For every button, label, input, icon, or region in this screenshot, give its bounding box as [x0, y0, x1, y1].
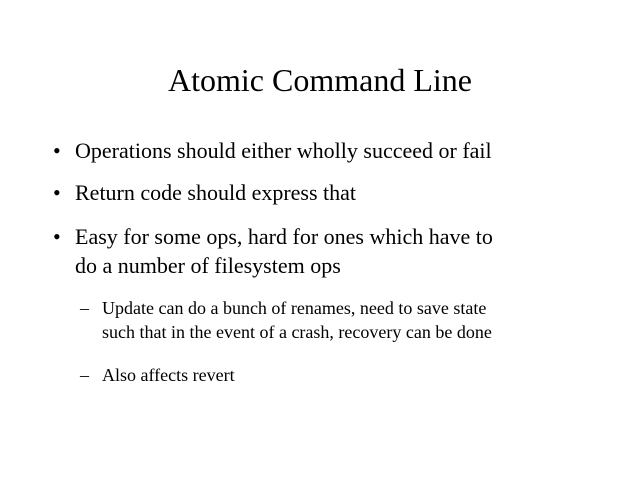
sub-bullet-text-line-1: Update can do a bunch of renames, need to save state [102, 298, 487, 318]
sub-bullet-item-update [80, 296, 622, 344]
bullet-text-line-1: Easy for some ops, hard for ones which have to [75, 224, 493, 249]
bullet-glyph: • [53, 224, 61, 249]
bullet-text: Operations should either wholly succeed or fail [75, 138, 492, 163]
sub-bullet-text: Also affects revert [102, 365, 235, 385]
sub-bullet-glyph: – [80, 298, 89, 318]
bullet-text: Return code should express that [75, 180, 357, 205]
bullet-glyph: • [53, 180, 61, 205]
bullet-item-operations [53, 136, 615, 165]
bullet-item-easy-for-some [53, 222, 615, 280]
sub-bullet-item-revert [80, 363, 622, 387]
bullet-text-line-2: do a number of filesystem ops [75, 253, 341, 278]
bullet-glyph: • [53, 138, 61, 163]
slide-title: Atomic Command Line [168, 62, 472, 98]
bullet-item-return-code [53, 178, 615, 207]
sub-bullet-glyph: – [80, 365, 89, 385]
sub-bullet-text-line-2: such that in the event of a crash, recovery can be done [102, 322, 492, 342]
